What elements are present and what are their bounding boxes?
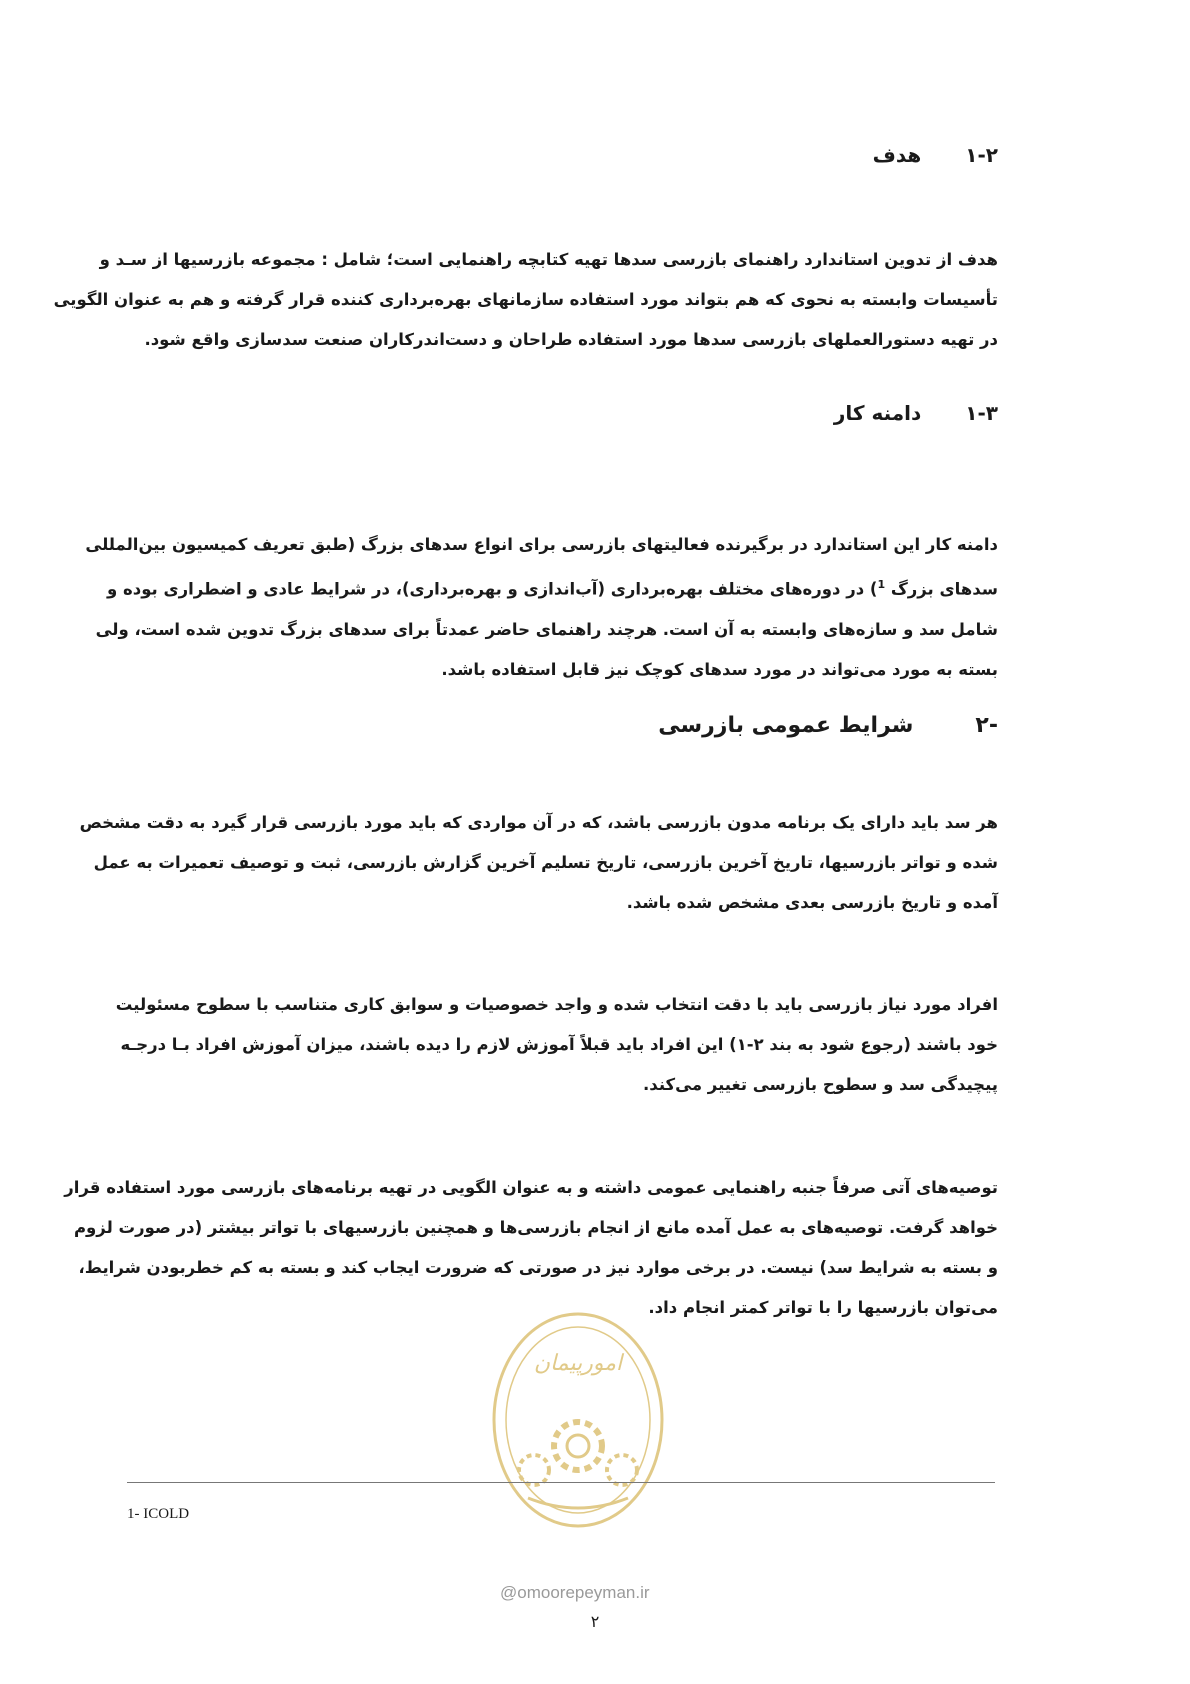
footnote-marker: 1 (877, 578, 886, 591)
paragraph-line: شامل سد و سازه‌های وابسته به آن است. هرچند راهنمای حاضر عمدتاً برای سدهای بزرگ تدوین شده است، ولی (95, 619, 998, 639)
section-number: ۱-۲ (965, 143, 998, 167)
paragraph-line: و بسته به شرایط سد) نیست. در برخی موارد نیز در صورتی که ضرورت ایجاب کند و بسته به کم خطربودن شرایط، (78, 1258, 998, 1277)
paragraph-general-3 (64, 1168, 998, 1328)
watermark-site: @omoorepeyman.ir (500, 1583, 650, 1602)
paragraph-fragment: سدهای بزرگ (890, 579, 998, 599)
paragraph-line: افراد مورد نیاز بازرسی باید با دقت انتخاب شده و واجد خصوصیات و سوابق کاری متناسب با سطوح مسئولیت (115, 995, 998, 1014)
paragraph-general-1 (79, 803, 998, 923)
section-title: هدف (872, 143, 922, 167)
paragraph-line: دامنه کار این استاندارد در برگیرنده فعالیتهای بازرسی برای انواع سدهای بزرگ (طبق تعریف کمیسیون بین‌المللی (85, 535, 998, 554)
paragraph-line (106, 565, 998, 610)
paragraph-goal (53, 240, 998, 360)
paragraph-line: شده و تواتر بازرسیها، تاریخ آخرین بازرسی، تاریخ تسلیم آخرین گزارش بازرسی، ثبت و توصیف تعمیرات به عمل (93, 853, 998, 872)
paragraph-fragment: ) در دوره‌های مختلف بهره‌برداری (آب‌اندازی و بهره‌برداری)، در شرایط عادی و اضطراری بوده و (106, 579, 878, 599)
section-title: شرایط عمومی بازرسی (658, 713, 914, 738)
section-heading-scope (834, 401, 998, 425)
paragraph-line: هدف از تدوین استاندارد راهنمای بازرسی سدها تهیه کتابچه راهنمایی است؛ شامل : مجموعه بازرسیها از سـد و (99, 250, 998, 269)
footnote-divider (127, 1482, 995, 1483)
section-title: دامنه کار (833, 401, 922, 425)
paragraph-line: آمده و تاریخ بازرسی بعدی مشخص شده باشد. (626, 893, 998, 912)
page-number: ۲ (590, 1612, 600, 1631)
paragraph-scope (85, 525, 998, 690)
section-heading-goal (873, 143, 998, 167)
section-number: ۱-۳ (965, 401, 998, 425)
paragraph-line: تأسیسات وابسته به نحوی که هم بتواند مورد استفاده سازمانهای بهره‌برداری کننده قرار گرفته و هم به عنوان الگویی (53, 290, 998, 309)
watermark-logo-text: امورپیمان (533, 1351, 623, 1376)
paragraph-line: هر سد باید دارای یک برنامه مدون بازرسی باشد، که در آن مواردی که باید مورد بازرسی قرار گیرد به دقت مشخص (79, 813, 998, 832)
paragraph-line: توصیه‌های آتی صرفاً جنبه راهنمایی عمومی داشته و به عنوان الگویی در تهیه برنامه‌های بازرسی مورد استفاده قرار (64, 1178, 998, 1197)
paragraph-general-2 (115, 985, 998, 1105)
paragraph-line: خواهد گرفت. توصیه‌های به عمل آمده مانع از انجام بازرسی‌ها و همچنین بازرسیهای با تواتر بیشتر (در صورت لزوم (73, 1218, 998, 1237)
paragraph-line: بسته به مورد می‌تواند در مورد سدهای کوچک نیز قابل استفاده باشد. (441, 659, 998, 679)
paragraph-line: پیچیدگی سد و سطوح بازرسی تغییر می‌کند. (643, 1075, 998, 1094)
section-number: -۲ (975, 713, 998, 738)
paragraph-line: خود باشند (رجوع شود به بند ۲-۱) این افراد باید قبلاً آموزش لازم را دیده باشند، میزان آموزش افراد بـا درجـه (120, 1035, 998, 1054)
section-heading-general-conditions (658, 713, 998, 738)
paragraph-line: در تهیه دستورالعملهای بازرسی سدها مورد استفاده طراحان و دست‌اندرکاران صنعت سدسازی واقع شود. (144, 330, 998, 349)
paragraph-line: می‌توان بازرسیها را با تواتر کمتر انجام داد. (648, 1298, 998, 1317)
footnote: 1- ICOLD (127, 1506, 190, 1522)
watermark-logo (488, 1308, 668, 1533)
